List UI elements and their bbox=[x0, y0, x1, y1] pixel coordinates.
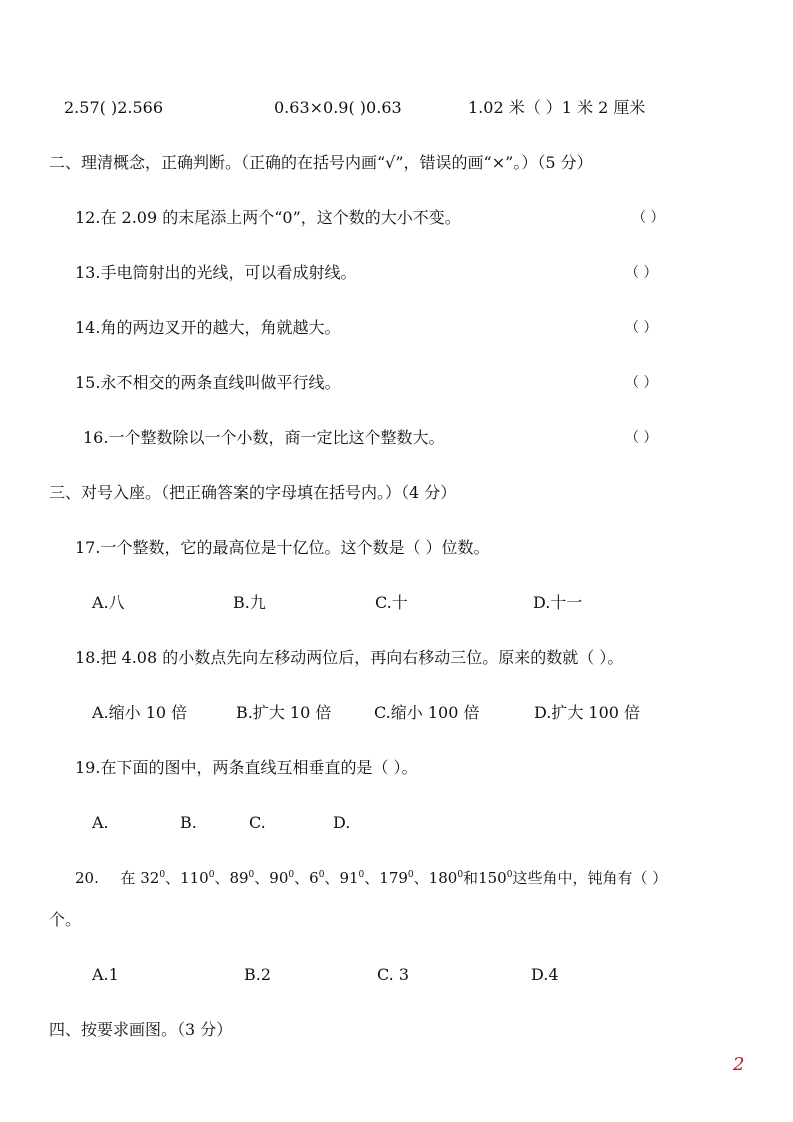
q19-option-d: D. bbox=[333, 813, 351, 832]
q20-conjunction: 和 bbox=[463, 869, 479, 887]
q19-option-b: B. bbox=[180, 813, 197, 832]
page-number: 2 bbox=[733, 1054, 745, 1075]
q20-angle: $110^0$ bbox=[180, 869, 215, 887]
q20-tail: 这些角中，钝角有（ ） bbox=[512, 869, 668, 887]
q20-angle: $89^0$ bbox=[229, 869, 255, 887]
q20-angle: $150^0$ bbox=[478, 869, 513, 887]
q20-number: 20. bbox=[75, 869, 99, 887]
q20-angle: $179^0$ bbox=[379, 869, 414, 887]
q12-text: 12.在 2.09 的末尾添上两个“0”，这个数的大小不变。 bbox=[75, 208, 461, 227]
q20-intro: 在 bbox=[120, 869, 136, 887]
q13-answer-blank: （ ） bbox=[625, 265, 658, 281]
q13-text: 13.手电筒射出的光线，可以看成射线。 bbox=[75, 263, 357, 282]
q17-option-d: D.十一 bbox=[533, 593, 583, 612]
q17-option-b: B.九 bbox=[233, 593, 266, 612]
q19-option-c: C. bbox=[249, 813, 266, 832]
q19-text: 19.在下面的图中，两条直线互相垂直的是（ ）。 bbox=[75, 758, 418, 777]
q20-angle: $91^0$ bbox=[339, 869, 365, 887]
q20-angle: $32^0$ bbox=[140, 869, 166, 887]
q20-option-a: A.1 bbox=[92, 965, 119, 984]
q20-angle: $180^0$ bbox=[428, 869, 464, 887]
q17-option-c: C.十 bbox=[375, 593, 408, 612]
q20-option-c: C. 3 bbox=[377, 965, 410, 984]
q15-text: 15.永不相交的两条直线叫做平行线。 bbox=[75, 373, 341, 392]
compare-item-2: 0.63×0.9( )0.63 bbox=[274, 98, 402, 117]
q18-option-c: C.缩小 100 倍 bbox=[374, 703, 480, 722]
q18-text: 18.把 4.08 的小数点先向左移动两位后，再向右移动三位。原来的数就（ ）。 bbox=[75, 648, 624, 667]
q20-angle: $90^0$ bbox=[269, 869, 295, 887]
q14-text: 14.角的两边叉开的越大，角就越大。 bbox=[75, 318, 341, 337]
q20-option-b: B.2 bbox=[244, 965, 272, 984]
q19-option-a: A. bbox=[92, 813, 109, 832]
q16-text: 16.一个整数除以一个小数，商一定比这个整数大。 bbox=[83, 428, 445, 447]
section3-heading: 三、对号入座。（把正确答案的字母填在括号内。）（4 分） bbox=[49, 483, 457, 502]
q18-option-b: B.扩大 10 倍 bbox=[236, 703, 332, 722]
section2-heading: 二、理清概念，正确判断。（正确的在括号内画“√”，错误的画“×”。）（5 分） bbox=[49, 153, 593, 172]
q16-answer-blank: （ ） bbox=[625, 430, 658, 446]
q17-option-a: A.八 bbox=[92, 593, 125, 612]
q20-angle: $6^0$ bbox=[309, 869, 325, 887]
q14-answer-blank: （ ） bbox=[625, 320, 658, 336]
compare-item-1: 2.57( )2.566 bbox=[64, 98, 163, 117]
q12-answer-blank: （ ） bbox=[632, 210, 665, 226]
q20-continuation: 个。 bbox=[49, 910, 82, 929]
q18-option-d: D.扩大 100 倍 bbox=[534, 703, 641, 722]
compare-item-3: 1.02 米（ ）1 米 2 厘米 bbox=[468, 98, 646, 117]
q15-answer-blank: （ ） bbox=[625, 375, 658, 391]
q17-text: 17.一个整数，它的最高位是十亿位。这个数是（ ）位数。 bbox=[75, 538, 490, 557]
q20-option-d: D.4 bbox=[531, 965, 559, 984]
q20-line: 20. 在 $32^0$、$110^0$、$89^0$、$90^0$、$6^0$、$91^0$、$179^0$、$180^0$和$150^0$这些角中，钝角有（ ） bbox=[75, 869, 668, 887]
section4-heading: 四、按要求画图。（3 分） bbox=[49, 1020, 233, 1039]
q18-option-a: A.缩小 10 倍 bbox=[92, 703, 188, 722]
